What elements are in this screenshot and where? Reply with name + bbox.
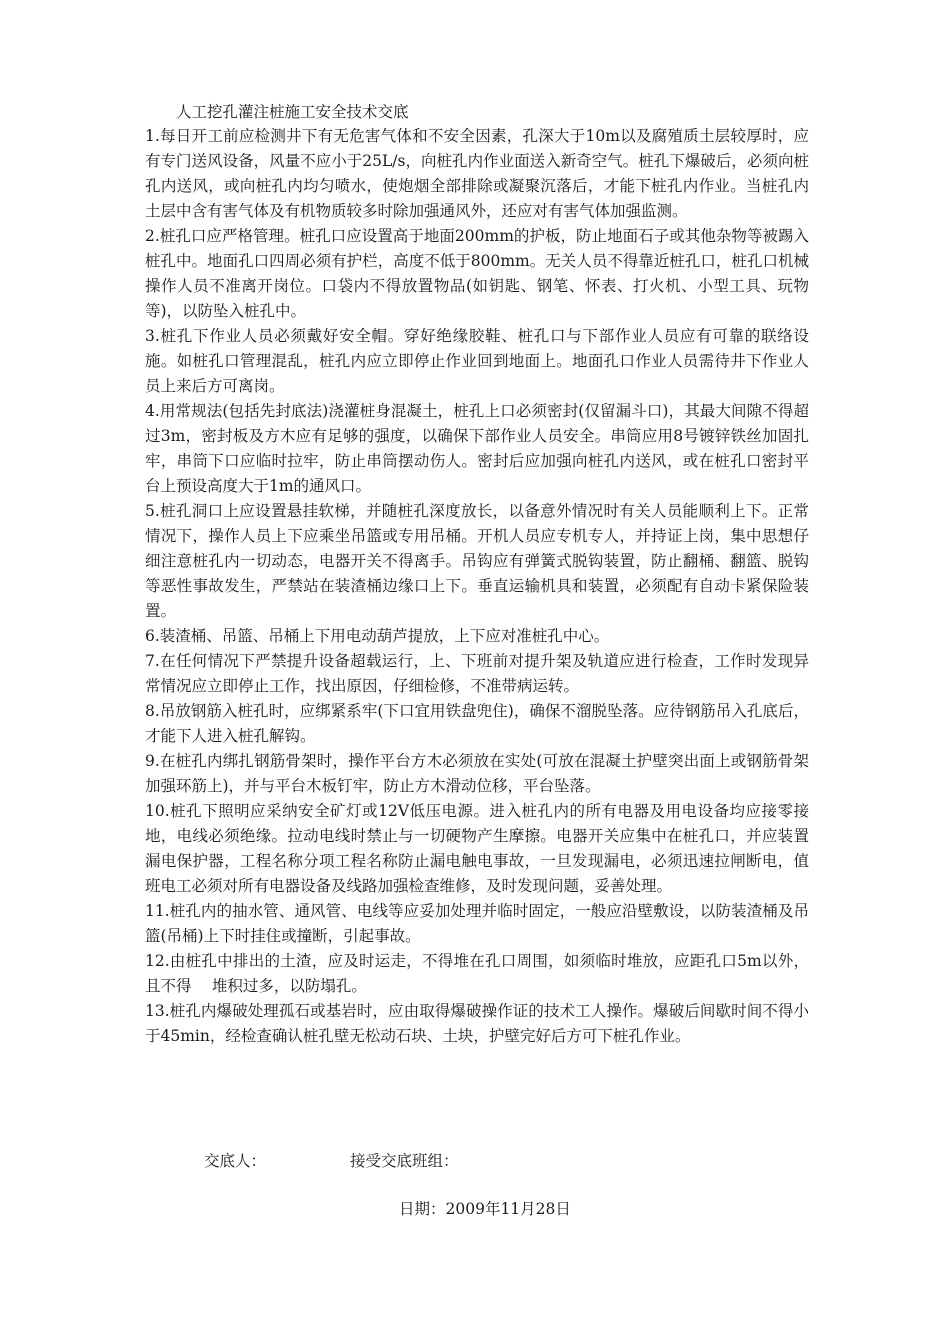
clause-8: 8.吊放钢筋入桩孔时，应绑紧系牢(下口宜用铁盘兜住)，确保不溜脱坠落。应待钢筋吊入孔底后，才能下人进入桩孔解钩。 (145, 702, 809, 745)
clause-11: 11.桩孔内的抽水管、通风管、电线等应妥加处理并临时固定，一般应沿壁敷设，以防装渣桶及吊篮(吊桶)上下时挂住或撞断，引起事故。 (145, 902, 809, 945)
clause-6: 6.装渣桶、吊篮、吊桶上下用电动葫芦提放，上下应对准桩孔中心。 (145, 627, 610, 645)
clause-10: 10.桩孔下照明应采纳安全矿灯或12V低压电源。进入桩孔内的所有电器及用电设备均应接零接地，电线必须绝缘。拉动电线时禁止与一切硬物产生摩擦。电器开关应集中在桩孔口，并应装置漏电保护器，工程名称分项工程名称防止漏电触电事故，一旦发现漏电，必须迅速拉闸断电，值班电工必须对所有电器设备及线路加强检查维修，及时发现问题，妥善处理。 (145, 802, 809, 895)
clause-9: 9.在桩孔内绑扎钢筋骨架时，操作平台方木必须放在实处(可放在混凝土护壁突出面上或钢筋骨架加强环筋上)，并与平台木板钉牢，防止方木滑动位移，平台坠落。 (145, 752, 809, 795)
clause-4: 4.用常规法(包括先封底法)浇灌桩身混凝土，桩孔上口必须密封(仅留漏斗口)，其最大间隙不得超过3m，密封板及方木应有足够的强度，以确保下部作业人员安全。串筒应用8号镀锌铁丝加固扎牢，串筒下口应临时拉牢，防止串筒摆动伤人。密封后应加强向桩孔内送风，或在桩孔口密封平台上预设高度大于1m的通风口。 (145, 402, 809, 495)
clause-1: 1.每日开工前应检测井下有无危害气体和不安全因素，孔深大于10m以及腐殖质土层较厚时，应有专门送风设备，风量不应小于25L/s，向桩孔内作业面送入新奇空气。桩孔下爆破后，必须向桩孔内送风，或向桩孔内均匀喷水，使炮烟全部排除或凝聚沉落后，才能下桩孔内作业。当桩孔内土层中含有害气体及有机物质较多时除加强通风外，还应对有害气体加强监测。 (145, 127, 809, 220)
signoff-row (204, 1149, 459, 1173)
clause-2: 2.桩孔口应严格管理。桩孔口应设置高于地面200mm的护板，防止地面石子或其他杂物等被踢入桩孔中。地面孔口四周必须有护栏，高度不低于800mm。无关人员不得靠近桩孔口，桩孔口机械操作人员不准离开岗位。口袋内不得放置物品(如钥匙、钢笔、怀表、打火机、小型工具、玩物等)，以防坠入桩孔中。 (145, 227, 809, 320)
clause-7: 7.在任何情况下严禁提升设备超载运行，上、下班前对提升架及轨道应进行检查，工作时发现异常情况应立即停止工作，找出原因，仔细检修，不准带病运转。 (145, 652, 809, 695)
document-title: 人工挖孔灌注桩施工安全技术交底 (176, 103, 409, 121)
briefer-label: 交底人： (204, 1152, 267, 1170)
clause-5: 5.桩孔洞口上应设置悬挂软梯，并随桩孔深度放长，以备意外情况时有关人员能顺利上下。正常情况下，操作人员上下应乘坐吊篮或专用吊桶。开机人员应专机专人，并持证上岗，集中思想仔细注意桩孔内一切动态，电器开关不得离手。吊钩应有弹簧式脱钩装置，防止翻桶、翻篮、脱钩等恶性事故发生，严禁站在装渣桶边缘口上下。垂直运输机具和装置，必须配有自动卡紧保险装置。 (145, 502, 809, 620)
document-body (145, 124, 809, 1049)
receiver-team-label: 接受交底班组： (350, 1152, 459, 1170)
date-line: 日期：2009年11月28日 (399, 1200, 571, 1218)
clause-3: 3.桩孔下作业人员必须戴好安全帽。穿好绝缘胶鞋、桩孔口与下部作业人员应有可靠的联络设施。如桩孔口管理混乱，桩孔内应立即停止作业回到地面上。地面孔口作业人员需待井下作业人员上来后方可离岗。 (145, 327, 809, 395)
clause-13: 13.桩孔内爆破处理孤石或基岩时，应由取得爆破操作证的技术工人操作。爆破后间歇时间不得小于45min，经检查确认桩孔壁无松动石块、土块，护壁完好后方可下桩孔作业。 (145, 1002, 809, 1045)
clause-12: 12.由桩孔中排出的土渣，应及时运走，不得堆在孔口周围，如须临时堆放，应距孔口5m以外，且不得 堆积过多，以防塌孔。 (145, 952, 809, 995)
